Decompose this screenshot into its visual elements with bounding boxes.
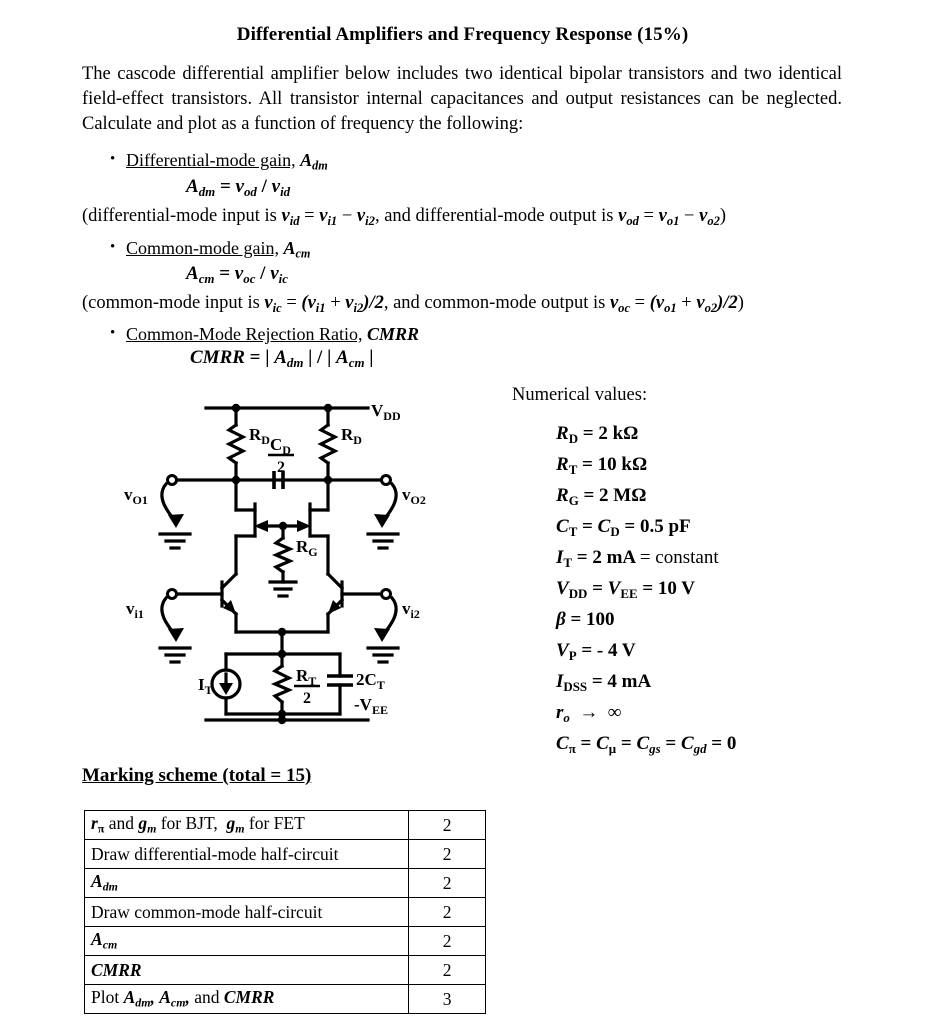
- table-cell-points: 2: [409, 898, 486, 927]
- node-vee: [278, 716, 286, 724]
- bjt-left-collector: [222, 574, 236, 588]
- numerical-value-vdd-vee: $V_{DD} = V_{EE} = 10$ V: [556, 578, 696, 601]
- resistor-rg: [276, 538, 290, 572]
- label-2ct: $2C_T$: [356, 670, 385, 692]
- table-cell-points: 2: [409, 811, 486, 840]
- table-row: [85, 985, 486, 1014]
- table-row: [85, 840, 486, 869]
- table-cell-points: 3: [409, 985, 486, 1014]
- label-vo2: $v_{O2}$: [402, 485, 426, 507]
- circuit-diagram: [118, 392, 458, 737]
- note-common-mode: (common-mode input is $v_{ic} = (v_{i1} + v_{i2})/2$, and common-mode output is $v_{oc} = (v_{o1} + v_{o2})/2$): [82, 293, 744, 315]
- table-cell-description: $A_{cm}$: [85, 927, 409, 956]
- label-vi1: $v_{i1}$: [126, 599, 144, 621]
- equation-adm: $A_{dm} = v_{od} / v_{id}$: [186, 176, 291, 199]
- arrow-vi1-head: [168, 628, 184, 642]
- equation-acm: $A_{cm} = v_{oc} / v_{ic}$: [186, 263, 288, 286]
- bullet-block-differential: [106, 148, 866, 178]
- table-row: [85, 811, 486, 840]
- label-rg: $R_G$: [296, 537, 318, 559]
- numerical-value-rg: $R_G = 2$ MΩ: [556, 485, 647, 508]
- equation-cmrr: CMRR = | $A_{dm}$ | / | $A_{cm}$ |: [190, 347, 374, 370]
- bullet-item-common-mode-gain: [106, 236, 866, 266]
- resistor-rd-left: [229, 425, 243, 463]
- numerical-value-ro: $r_o$ → ∞: [556, 702, 622, 725]
- numerical-value-beta: β = 100: [556, 609, 615, 630]
- numerical-value-capacitances: $C_\pi = C_\mu = C_{gs} = C_{gd} = 0$: [556, 733, 737, 756]
- label-vdd: $V_{DD}$: [371, 401, 401, 423]
- label-rt-numerator: $R_T$: [296, 666, 317, 688]
- table-cell-description: Draw common-mode half-circuit: [85, 898, 409, 927]
- numerical-values-heading: Numerical values:: [512, 385, 648, 405]
- arrow-vo2-head: [374, 514, 390, 528]
- page-title: Differential Amplifiers and Frequency Response (15%): [236, 24, 689, 45]
- cmrr-text: CMRR: [91, 959, 142, 980]
- numerical-values-list: [556, 418, 736, 759]
- current-source-arrow-head: [219, 683, 233, 695]
- table-cell-points: 2: [409, 840, 486, 869]
- numerical-value-vp: $V_P$ = - 4 V: [556, 640, 636, 663]
- table-row: [85, 927, 486, 956]
- note-differential-mode: (differential-mode input is $v_{id} = v_{i1} - v_{i2}$, and differential-mode output is $v_{od} = v_{o1} - v_{o2}$): [82, 206, 727, 228]
- label-vi2: $v_{i2}$: [402, 599, 420, 621]
- numerical-value-ct-cd: $C_T = C_D = 0.5$ pF: [556, 516, 691, 539]
- bullet-symbol-acm: $A_{cm}$: [283, 238, 311, 261]
- numerical-value-it: $I_T = 2$ mA = constant: [556, 547, 719, 570]
- intro-paragraph: The cascode differential amplifier below includes two identical bipolar transistors and two identical field-effect transistors. All transistor internal capacitances and output resistances can be neglected. Calculate and plot as a function of frequency the following:: [82, 64, 842, 134]
- table-cell-description: Plot $A_{dm}$, $A_{cm}$, and CMRR: [85, 985, 409, 1014]
- table-cell-description: $A_{dm}$: [85, 869, 409, 898]
- table-row: [85, 956, 486, 985]
- marking-scheme-title: Marking scheme (total = 15): [82, 765, 312, 786]
- numerical-value-rd: $R_D = 2$ kΩ: [556, 423, 639, 446]
- label-it: $I_T$: [198, 675, 213, 697]
- label-vo1: $v_{O1}$: [124, 485, 148, 507]
- terminal-vi1: [168, 590, 177, 599]
- marking-scheme-table: [84, 810, 486, 1014]
- label-rd-left: $R_D$: [249, 425, 270, 447]
- resistor-rd-right: [321, 425, 335, 463]
- label-vee: $-V_{EE}$: [354, 695, 388, 717]
- table-cell-description: $r_\pi$ and $g_m$ for BJT, $g_m$ for FET: [85, 811, 409, 840]
- label-cd-numerator: $C_D$: [270, 435, 291, 457]
- bullet-block-common: [106, 236, 866, 266]
- bullet-item-differential-mode-gain: [106, 148, 866, 178]
- terminal-vi2: [382, 590, 391, 599]
- resistor-rt: [275, 666, 289, 702]
- label-rd-right: $R_D$: [341, 425, 362, 447]
- table-cell-points: 2: [409, 869, 486, 898]
- arrow-vo1-head: [168, 514, 184, 528]
- bullet-label-cmrr: Common-Mode Rejection Ratio,: [126, 324, 363, 344]
- bullet-block-cmrr: [106, 322, 866, 346]
- table-row: [85, 898, 486, 927]
- arrow-vi2-head: [374, 628, 390, 642]
- numerical-value-rt: $R_T = 10$ kΩ: [556, 454, 648, 477]
- bullet-label-common: Common-mode gain,: [126, 238, 279, 258]
- table-cell-description: [85, 956, 409, 985]
- terminal-vo1: [168, 476, 177, 485]
- bullet-label-differential: Differential-mode gain,: [126, 150, 296, 170]
- bjt-right-collector: [328, 574, 342, 588]
- table-cell-points: 2: [409, 927, 486, 956]
- label-rt-denominator: 2: [303, 690, 311, 707]
- label-cd-denominator: 2: [277, 459, 285, 476]
- table-row: [85, 869, 486, 898]
- bullet-symbol-adm: $A_{dm}$: [300, 150, 328, 173]
- terminal-vo2: [382, 476, 391, 485]
- bullet-symbol-cmrr: CMRR: [366, 324, 420, 344]
- numerical-value-idss: $I_{DSS} = 4$ mA: [556, 671, 652, 694]
- bullet-item-cmrr: [106, 322, 866, 346]
- table-cell-points: 2: [409, 956, 486, 985]
- table-cell-description: Draw differential-mode half-circuit: [85, 840, 409, 869]
